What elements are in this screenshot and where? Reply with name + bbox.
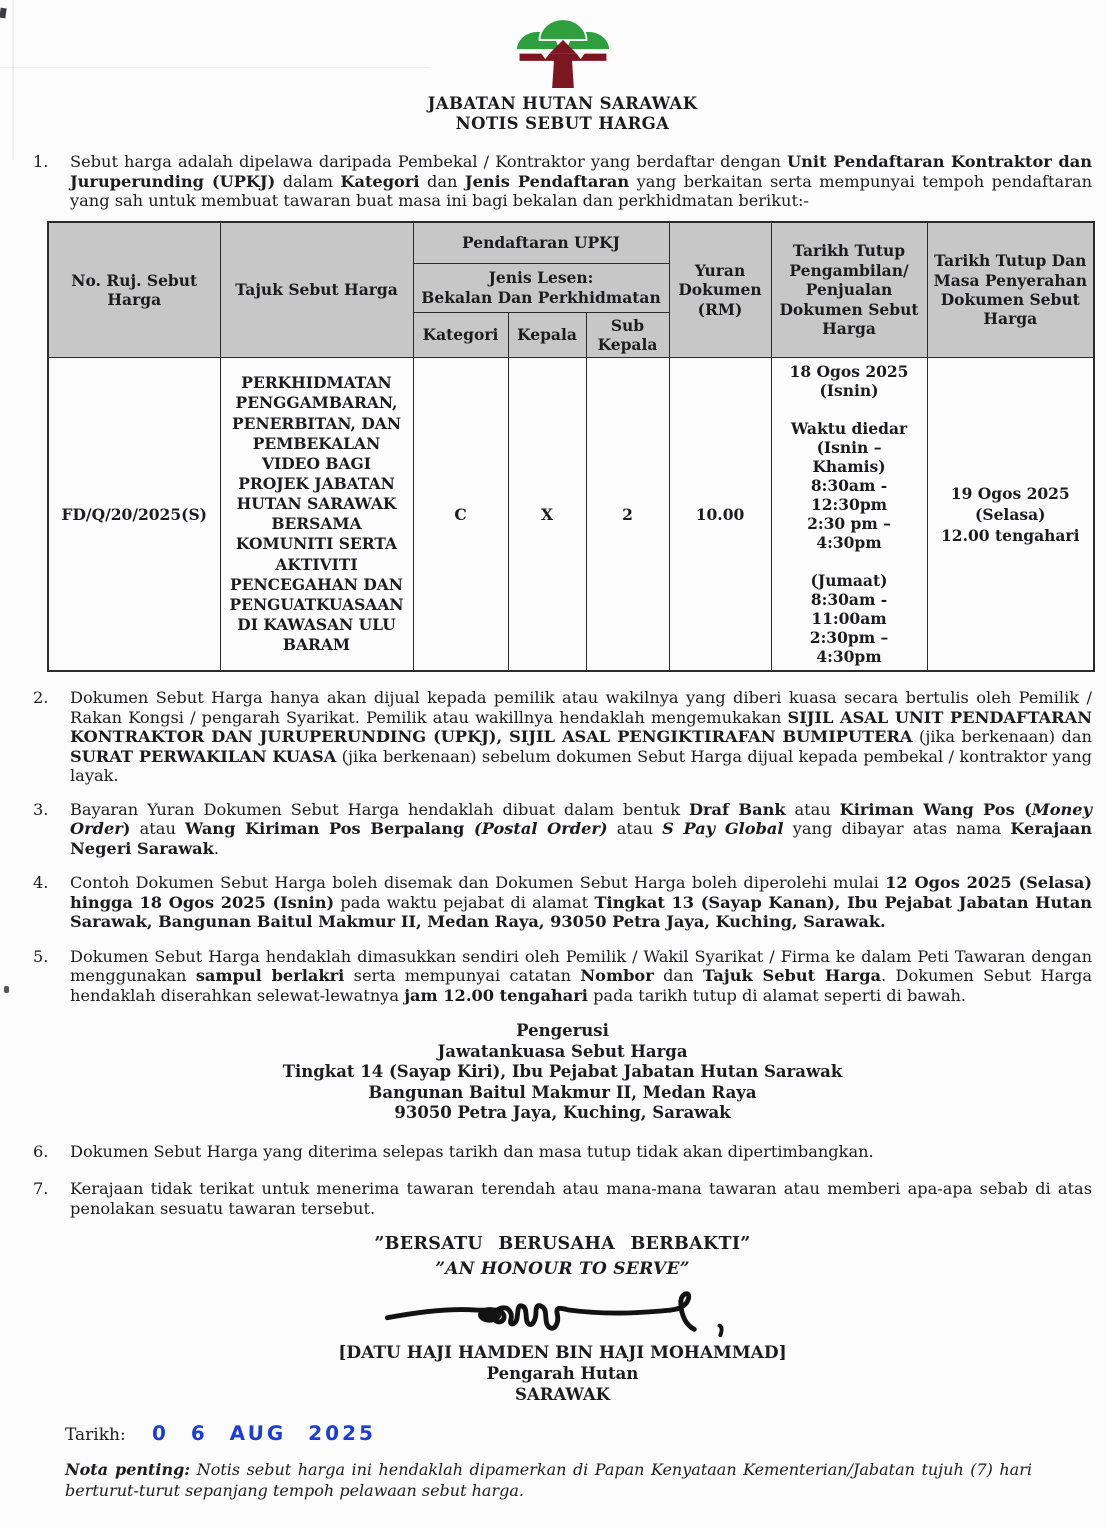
paragraph-3-text: Bayaran Yuran Dokumen Sebut Harga hendaklah dibuat dalam bentuk Draf Bank atau Kiriman Wang Pos (Money Order) atau Wang Kiriman Pos Berpalang (Postal Order) atau S Pay Global yang dibayar atas nama Kerajaan Negeri Sarawak. <box>70 799 1092 858</box>
paragraph-5-number: 5. <box>33 946 49 966</box>
paragraph-2 <box>33 688 1092 786</box>
paragraph-1 <box>33 152 1092 211</box>
scan-artifact-dot <box>4 986 9 993</box>
cell-tarikh-jual: 18 Ogos 2025 (Isnin) Waktu diedar (Isnin – Khamis) 8:30am - 12:30pm 2:30 pm – 4:30pm (Jumaat) 8:30am - 11:00am 2:30pm – 4:30pm <box>771 358 927 672</box>
paragraph-1-text: Sebut harga adalah dipelawa daripada Pembekal / Kontraktor yang berdaftar dengan Unit Pendaftaran Kontraktor dan Juruperunding (UPKJ) dalam Kategori dan Jenis Pendaftaran yang berkaitan serta mempunyai tempoh pendaftaran yang sah untuk membuat tawaran buat masa ini bagi bekalan dan perkhidmatan berikut:- <box>70 152 1093 210</box>
signatory-region: SARAWAK <box>514 1385 611 1405</box>
col-header-jenis-lesen: Jenis Lesen: Bekalan Dan Perkhidmatan <box>413 263 669 312</box>
paragraph-2-text: Dokumen Sebut Harga hanya akan dijual kepada pemilik atau wakilnya yang diberi kuasa secara bertulis oleh Pemilik / Rakan Kongsi / pengarah Syarikat. Pemilik atau wakillnya hendaklah mengemukakan SIJIL ASAL UNIT PENDAFTARAN KONTRAKTOR DAN JURUPERUNDING (UPKJ), SIJIL ASAL PENGIKTIRAFAN BUMIPUTERA (jika berkenaan) dan SURAT PERWAKILAN KUASA (jika berkenaan) sebelum dokumen Sebut Harga dijual kepada pembekal / kontraktor yang layak. <box>70 688 1092 786</box>
date-label: Tarikh: <box>65 1425 126 1446</box>
col-header-kepala: Kepala <box>508 312 586 358</box>
signatory-name: [DATU HAJI HAMDEN BIN HAJI MOHAMMAD] <box>338 1343 787 1364</box>
paragraph-4-text: Contoh Dokumen Sebut Harga boleh disemak dan Dokumen Sebut Harga boleh diperolehi mulai 12 Ogos 2025 (Selasa) hingga 18 Ogos 2025 (Isnin) pada waktu pejabat di alamat Tingkat 13 (Sayap Kanan), Ibu Pejabat Jabatan Hutan Sarawak, Bangunan Baitul Makmur II, Medan Raya, 93050 Petra Jaya, Kuching, Sarawak. <box>70 873 1092 932</box>
col-header-no-ruj: No. Ruj. Sebut Harga <box>48 222 220 358</box>
cell-sub-kepala: 2 <box>586 358 669 672</box>
paragraph-6-number: 6. <box>33 1141 49 1161</box>
date-stamp: 0 6 AUG 2025 <box>151 1421 377 1446</box>
slogan-malay: ”BERSATU BERUSAHA BERBAKTI” <box>374 1234 751 1255</box>
paragraph-3 <box>33 800 1092 859</box>
scan-artifact-vertical-line <box>12 0 14 160</box>
col-header-group-upkj: Pendaftaran UPKJ <box>413 222 669 264</box>
paragraph-7-text: Kerajaan tidak terikat untuk menerima tawaran terendah atau mana-mana tawaran atau memberi apa-apa sebab di atas penolakan sesuatu tawaran tersebut. <box>70 1179 1092 1218</box>
col-header-sub-kepala: Sub Kepala <box>586 312 669 358</box>
col-header-tarikh-serah: Tarikh Tutup Dan Masa Penyerahan Dokumen Sebut Harga <box>927 222 1094 358</box>
paragraph-7 <box>33 1179 1092 1218</box>
col-header-tarikh-jual: Tarikh Tutup Pengambilan/ Penjualan Dokumen Sebut Harga <box>771 222 927 358</box>
paragraph-6 <box>33 1142 1092 1162</box>
col-header-yuran: Yuran Dokumen (RM) <box>669 222 771 358</box>
paragraph-4 <box>33 873 1092 932</box>
cell-kepala: X <box>508 358 586 672</box>
slogan-english: ”AN HONOUR TO SERVE” <box>435 1259 690 1280</box>
signature-scribble <box>373 1283 753 1339</box>
col-header-tajuk: Tajuk Sebut Harga <box>220 222 413 358</box>
logo-area <box>33 12 1092 92</box>
submission-address-block: Pengerusi Jawatankuasa Sebut Harga Tingkat 14 (Sayap Kiri), Ibu Pejabat Jabatan Hutan Sarawak Bangunan Baitul Makmur II, Medan Raya 93050 Petra Jaya, Kuching, Sarawak <box>282 1021 843 1123</box>
paragraph-2-number: 2. <box>33 688 49 708</box>
table-row <box>48 358 1094 672</box>
cell-tarikh-serah: 19 Ogos 2025 (Selasa) 12.00 tengahari <box>927 358 1094 672</box>
cell-yuran: 10.00 <box>669 358 771 672</box>
document-title: JABATAN HUTAN SARAWAK <box>427 94 698 113</box>
scan-artifact-corner-mark <box>0 8 7 19</box>
date-line <box>65 1421 1092 1445</box>
tree-logo-icon <box>508 12 618 88</box>
paragraph-3-number: 3. <box>33 799 49 819</box>
paragraph-1-number: 1. <box>33 152 49 171</box>
document-subtitle: NOTIS SEBUT HARGA <box>455 114 670 133</box>
important-note: Nota penting: Notis sebut harga ini hendaklah dipamerkan di Papan Kenyataan Kementerian/Jabatan tujuh (7) hari berturut-turut sepanjang tempoh pelawaan sebut harga. <box>65 1460 1032 1501</box>
paragraph-6-text: Dokumen Sebut Harga yang diterima selepas tarikh dan masa tutup tidak akan dipertimbangkan. <box>70 1141 874 1161</box>
tender-table <box>47 221 1095 673</box>
signatory-role: Pengarah Hutan <box>486 1364 639 1384</box>
cell-no-ruj: FD/Q/20/2025(S) <box>48 358 220 672</box>
paragraph-5 <box>33 947 1092 1006</box>
paragraph-7-number: 7. <box>33 1179 49 1199</box>
scan-artifact-streak <box>0 67 430 68</box>
cell-tajuk: PERKHIDMATAN PENGGAMBARAN, PENERBITAN, DAN PEMBEKALAN VIDEO BAGI PROJEK JABATAN HUTAN SARAWAK BERSAMA KOMUNITI SERTA AKTIVITI PENCEGAHAN DAN PENGUATKUASAAN DI KAWASAN ULU BARAM <box>220 358 413 672</box>
paragraph-4-number: 4. <box>33 873 49 893</box>
col-header-kategori: Kategori <box>413 312 508 358</box>
cell-kategori: C <box>413 358 508 672</box>
paragraph-5-text: Dokumen Sebut Harga hendaklah dimasukkan sendiri oleh Pemilik / Wakil Syarikat / Firma ke dalam Peti Tawaran dengan menggunakan sampul berlakri serta mempunyai catatan Nombor dan Tajuk Sebut Harga. Dokumen Sebut Harga hendaklah diserahkan selewat-lewatnya jam 12.00 tengahari pada tarikh tutup di alamat seperti di bawah. <box>70 946 1092 1005</box>
